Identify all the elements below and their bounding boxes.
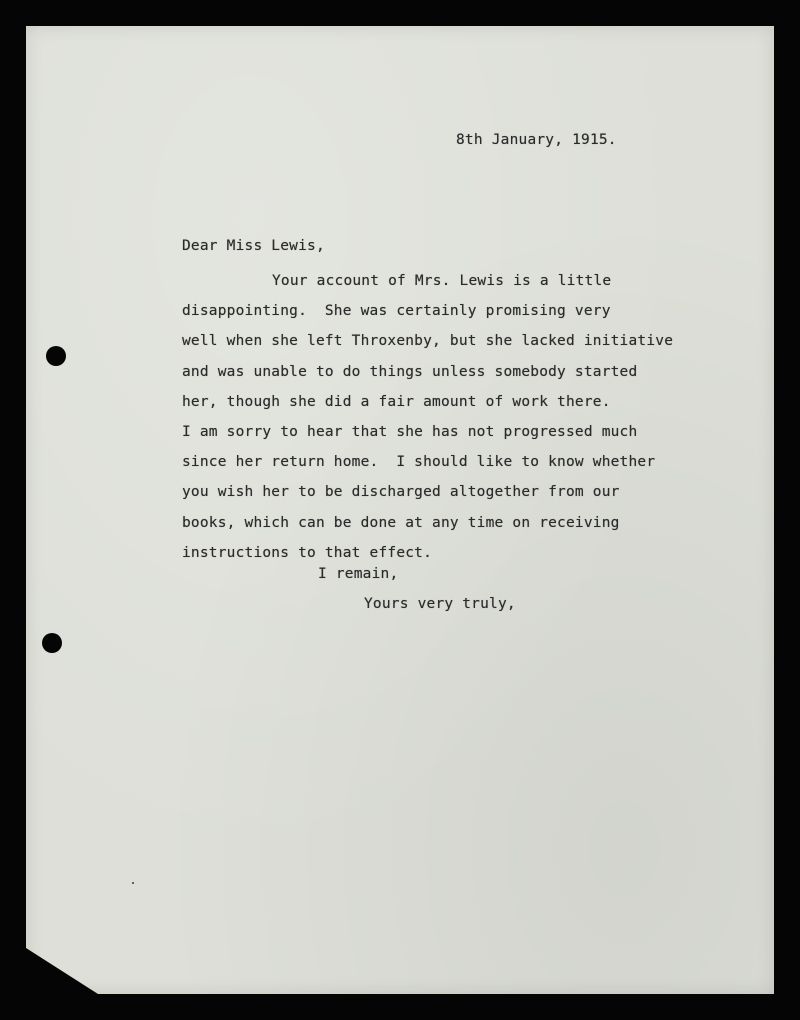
- folded-corner: [26, 948, 98, 994]
- letter-signoff: Yours very truly,: [364, 596, 516, 612]
- body-line: since her return home. I should like to know whether: [182, 454, 656, 471]
- letter-body: [182, 266, 673, 568]
- body-line: I am sorry to hear that she has not progressed much: [182, 423, 638, 440]
- body-line: you wish her to be discharged altogether from our: [182, 484, 620, 501]
- body-line: instructions to that effect.: [182, 544, 433, 561]
- letter-page: [26, 26, 774, 994]
- letter-salutation: Dear Miss Lewis,: [182, 238, 325, 254]
- letter-date: 8th January, 1915.: [456, 132, 617, 148]
- punch-hole-top: [46, 346, 66, 366]
- body-line: her, though she did a fair amount of work there.: [182, 393, 611, 410]
- punch-hole-bottom: [42, 633, 62, 653]
- body-line: and was unable to do things unless somebody started: [182, 363, 638, 380]
- letter-closing: I remain,: [318, 566, 399, 582]
- body-line: disappointing. She was certainly promising very: [182, 303, 611, 320]
- body-line: well when she left Throxenby, but she lacked initiative: [182, 333, 674, 350]
- paper-speck: [132, 882, 134, 884]
- body-line: books, which can be done at any time on receiving: [182, 514, 620, 531]
- body-line: Your account of Mrs. Lewis is a little: [272, 273, 612, 289]
